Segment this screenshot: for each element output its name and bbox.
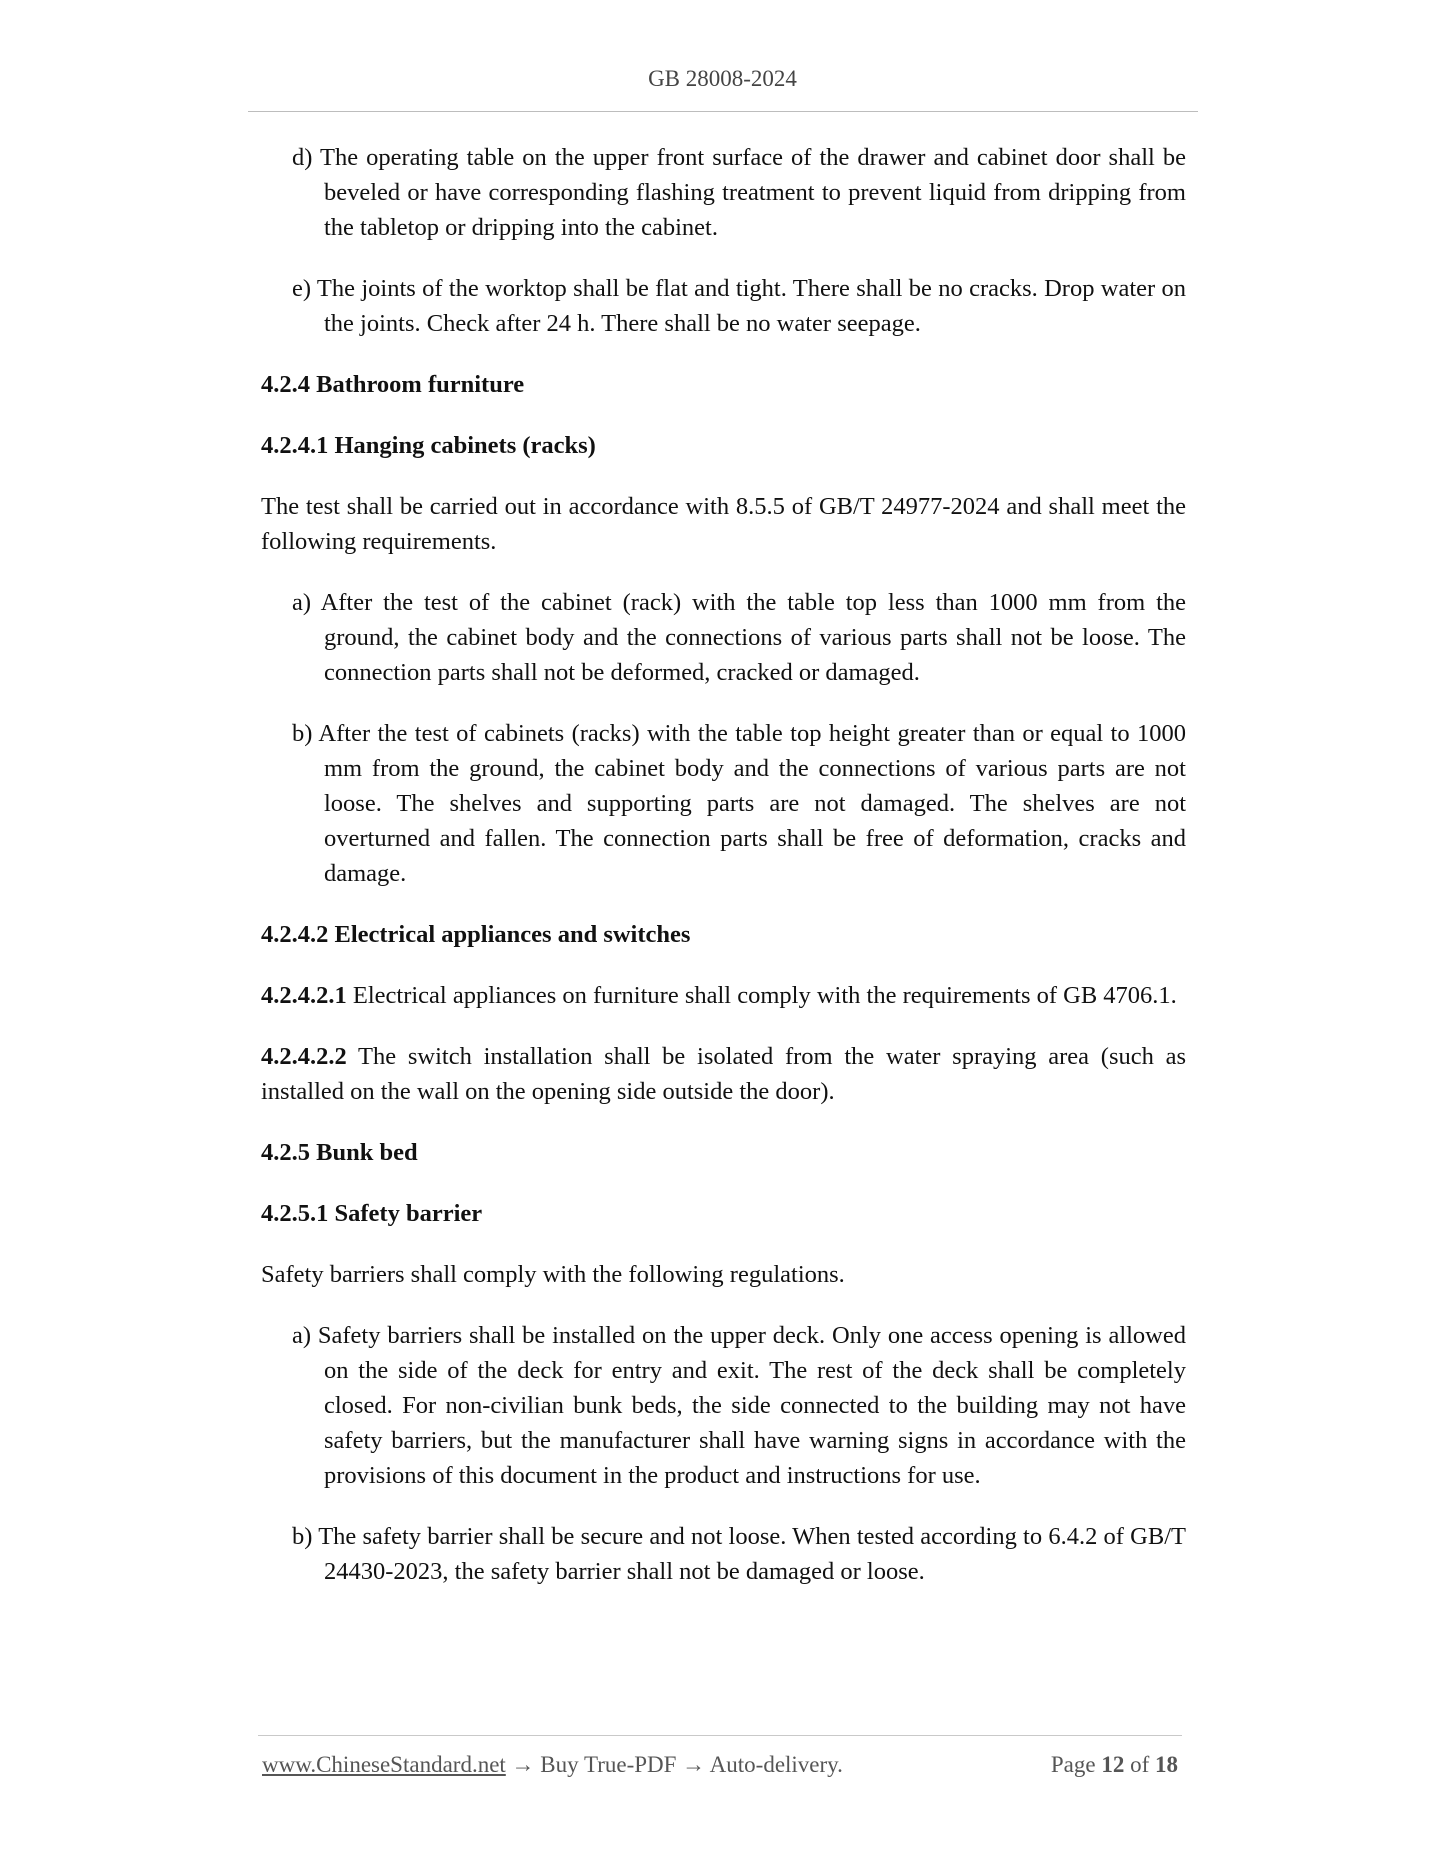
list-item-d: d) The operating table on the upper front surface of the drawer and cabinet door shall be beveled or have corresponding flashing treatment to prevent liquid from dripping from the tabletop or dripping into the cabinet. xyxy=(292,144,1186,241)
section-heading-4-2-4-1: 4.2.4.1 Hanging cabinets (racks) xyxy=(261,432,596,459)
list-item-4-2-5-1-b: b) The safety barrier shall be secure and not loose. When tested according to 6.4.2 of GB/T 24430-2023, the safety barrier shall not be damaged or loose. xyxy=(292,1523,1186,1585)
paragraph-4-2-4-1: The test shall be carried out in accordance with 8.5.5 of GB/T 24977-2024 and shall meet the following requirements. xyxy=(261,493,1186,555)
page-current: 12 xyxy=(1101,1752,1125,1777)
section-heading-4-2-5-1: 4.2.5.1 Safety barrier xyxy=(261,1200,483,1227)
clause-text: Electrical appliances on furniture shall comply with the requirements of GB 4706.1. xyxy=(346,982,1177,1009)
footer-divider xyxy=(258,1735,1182,1736)
clause-4-2-4-2-2 xyxy=(261,1039,1186,1109)
clause-number: 4.2.4.2.2 xyxy=(261,1043,347,1070)
header-divider xyxy=(248,111,1198,112)
footer-promo xyxy=(262,1752,843,1778)
list-item-4-2-4-1-b: b) After the test of cabinets (racks) with the table top height greater than or equal to 1000 mm from the ground, the cabinet body and the connections of various parts are not loose. The shelves and supporting parts are not damaged. The shelves are not overturned and fallen. The connection parts shall be free of deformation, cracks and damage. xyxy=(292,720,1186,887)
site-link[interactable]: www.ChineseStandard.net xyxy=(262,1752,506,1777)
page-number xyxy=(1051,1752,1178,1778)
footer-tagline: → Buy True-PDF → Auto-delivery. xyxy=(505,1752,843,1777)
paragraph-4-2-5-1: Safety barriers shall comply with the following regulations. xyxy=(261,1261,845,1288)
clause-4-2-4-2-1 xyxy=(261,978,1186,1013)
clause-number: 4.2.4.2.1 xyxy=(261,982,347,1009)
list-item-4-2-5-1-a: a) Safety barriers shall be installed on the upper deck. Only one access opening is allowed on the side of the deck for entry and exit. The rest of the deck shall be completely closed. For non-civilian bunk beds, the side connected to the building may not have safety barriers, but the manufacturer shall have warning signs in accordance with the provisions of this document in the product and instructions for use. xyxy=(292,1322,1186,1489)
section-heading-4-2-4: 4.2.4 Bathroom furniture xyxy=(261,371,525,398)
page-total: 18 xyxy=(1155,1752,1178,1777)
section-heading-4-2-5: 4.2.5 Bunk bed xyxy=(261,1139,418,1166)
page-label: Page xyxy=(1050,1752,1102,1777)
document-body xyxy=(261,140,1186,1615)
page-header-code: GB 28008-2024 xyxy=(648,66,797,91)
list-item-4-2-4-1-a: a) After the test of the cabinet (rack) with the table top less than 1000 mm from the ground, the cabinet body and the connections of various parts shall not be loose. The connection parts shall not be deformed, cracked or damaged. xyxy=(292,589,1186,686)
list-item-e: e) The joints of the worktop shall be flat and tight. There shall be no cracks. Drop water on the joints. Check after 24 h. There shall be no water seepage. xyxy=(292,275,1186,337)
clause-text: The switch installation shall be isolated from the water spraying area (such as installed on the wall on the opening side outside the door). xyxy=(261,1043,1186,1105)
page-of-label: of xyxy=(1124,1752,1155,1777)
section-heading-4-2-4-2: 4.2.4.2 Electrical appliances and switches xyxy=(261,921,691,948)
